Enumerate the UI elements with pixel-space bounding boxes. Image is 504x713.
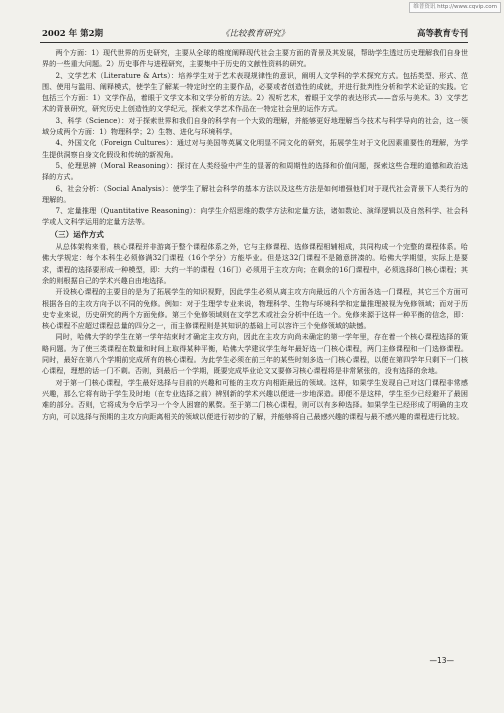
paragraph: 2、文学艺术（Literature & Arts）：培养学生对于艺术表现规律性的意识，阐明人文学科的学术探究方式。包括类型、形式、范围、使用与滥用、阐释模式，使学生了解某一特定时空的主要作品，必要或者创造性的成就，并进行批判性分析和学术论证的实践。它包括三个方面：1）文学作品，着眼于文学文本和文学分析的方法。2）视听艺术，着眼于文学的表达形式——音乐与美术。3）文学艺术的背景研究，研究历史上创造性的文学纪元，探索文学艺术作品在一特定社会里的运作方式。 [42, 70, 468, 114]
page-number: —13— [429, 656, 454, 665]
paragraph: 从总体架构来看，核心课程并非游离于整个课程体系之外，它与主修课程、选修课程相辅相成，共同构成一个完整的课程体系。哈佛大学规定：每个本科生必须修满32门课程（16个学分）方能毕业。但是这32门课程不是随意拼凑的。哈佛大学期望，实际上是要求，课程的选择要形成一种模型，即：大约一半的课程（16门）必须用于主攻方向；在剩余的16门课程中，必须选择8门核心课程；其余的则根据自己的学术兴趣自由地选择。 [42, 242, 468, 285]
page-header [42, 28, 468, 41]
paragraph: 4、外国文化（Foreign Cultures）：通过对与美国等英属文化明显不同文化的研究，拓展学生对于文化因素重要性的理解，为学生提供洞察自身文化假设和传统的新视角。 [42, 138, 468, 159]
paragraph: 5、伦理思辨（Moral Reasoning）：探讨在人类经验中产生的显著的和周期性的选择和价值问题，探索这些合理的道德和政治选择的方式。 [42, 160, 468, 182]
paragraph: 7、定量推理（Quantitative Reasoning）：向学生介绍思维的数学方法和定量方法，诸如数论、演绎逻辑以及自然科学、社会科学或人文科学运用的定量方法等。 [42, 206, 468, 227]
paragraph: 6、社会分析：（Social Analysis）：使学生了解社会科学的基本方法以及这些方法是如何增强他们对于现代社会背景下人类行为的理解的。 [42, 183, 468, 204]
paragraph: 两个方面：1）现代世界的历史研究，主要从全球的维度阐释现代社会主要方面的背景及其发展，帮助学生透过历史理解我们自身世界的一些重大问题。2）历史事件与进程研究，主要集中于历史的文献性资料的研究。 [42, 48, 468, 69]
issue-label: 2002 年 第2期 [42, 29, 103, 39]
article-body [42, 47, 468, 647]
paragraph: 同时，哈佛大学的学生在第一学年结束时才确定主攻方向，因此在主攻方向尚未确定的第一学年里，存在着一个核心课程选择的策略问题。为了使三类课程在数量和时间上取得某种平衡，哈佛大学建议学生每年最好选一门核心课程，两门主修课程和一门选修课程。同时，最好在第八个学期前完成所有的核心课程。为此学生必须在前三年的某些时刻多选一门核心课程，以便在第四学年只剩下一门核心课程，理想的话一门不剩。否则，到最后一个学期，既要完成毕业论文又要修习核心课程将是非常紧张的，没有选择的余地。 [42, 332, 468, 376]
header-rule [40, 42, 468, 43]
paragraph: 对于第一门核心课程，学生最好选择与目前的兴趣和可能的主攻方向相距最远的领域。这样，如果学生发现自己对这门课程非常感兴趣，那么它将有助于学生及时地（在专业选择之前）辨别新的学术兴趣以便进一步地深造。即便不是这样，学生至少已经避开了最困难的部分。否则，它将成为令后学习一个令人困窘的累赘。至于第二门核心课程，则可以有多种选择。如果学生已经形成了明确的主攻方向，可以选择与预期的主攻方向距离相关的领域以便进行初步的了解，并能够将自己最感兴趣的课程与最不感兴趣的课程进行比较。 [42, 377, 468, 421]
watermark: 维普资讯 http://www.cqvip.com [409, 2, 501, 13]
journal-title: 《比较教育研究》 [220, 29, 289, 39]
section-heading: （三）运作方式 [50, 229, 104, 239]
paragraph: 3、科学（Science）：对于探索世界和我们自身的科学有一个大致的理解，并能够更好地理解当今技术与科学导向的社会，这一领域分成两个方面：1）物理科学；2）生物、进化与环境科学。 [42, 115, 468, 137]
paragraph: 开设核心课程的主要目的是为了拓展学生的知识视野，因此学生必须从离主攻方向最远的八个方面各选一门课程，其它三个方面可根据各自的主攻方向予以不同的免修。例如：对于生理学专业来说，物理科学、生物与环境科学和定量推理被视为免修领域；而对于历史专业来说，历史研究的两个方面免修。第三个免修领域则在文学艺术或社会分析中任选一个。免修来源于这样一种平衡的信念，即：核心课程不应超过课程总量的四分之一，而主修课程则是其知识的基础上可以容许三个免修领域的缺憾。 [42, 287, 468, 331]
column-name: 高等教育专刊 [416, 29, 468, 39]
